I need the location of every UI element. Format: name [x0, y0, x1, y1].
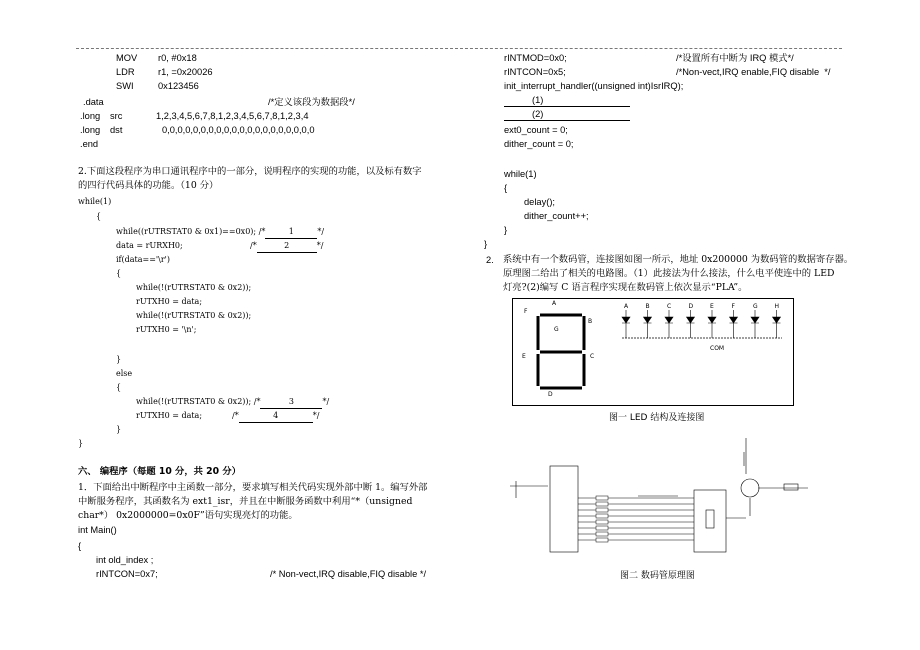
data-directive: .data — [83, 97, 104, 107]
asm-arg-2: r1, =0x20026 — [158, 67, 213, 77]
long-src-kw: .long — [80, 111, 101, 121]
code-line-2: data = rURXH0; — [116, 241, 183, 250]
code-brace-close-2: } — [116, 355, 122, 364]
asm-op-1: MOV — [116, 53, 138, 63]
long-src-vals: 1,2,3,4,5,6,7,8,1,2,3,4,5,6,7,8,1,2,3,4 — [156, 111, 309, 121]
code-else: else — [116, 369, 133, 378]
seg-label-c: C — [590, 353, 595, 360]
led-diode-icon — [773, 317, 781, 323]
code-line-2-comment: /* 2 */ — [250, 240, 323, 253]
code-line-6: while(!(rUTRSTAT0 & 0x2)); — [136, 311, 252, 320]
code-line-3: if(data=='\r') — [116, 255, 170, 264]
long-dst-kw: .long — [80, 125, 101, 135]
q2-line1: 系统中有一个数码管，连接图如图一所示，地址 0x200000 为数码管的数据寄存器。 — [503, 254, 854, 265]
figure-2-schematic — [508, 426, 824, 568]
resistor-icon — [596, 508, 608, 512]
code-line-9: rUTXH0 = data; — [136, 411, 203, 420]
q2-number: 2. — [486, 255, 494, 265]
seg-label-a: A — [552, 300, 557, 307]
data-comment: /*定义该段为数据段*/ — [268, 97, 355, 107]
code-brace-3: { — [116, 383, 122, 392]
seg-label-f: F — [524, 308, 528, 315]
resistor-icon — [596, 514, 608, 518]
led-label-b: B — [645, 303, 650, 310]
code-brace-close: } — [78, 439, 84, 448]
intcon5-line: rINTCON=0x5; — [504, 67, 566, 77]
code-brace-2: { — [116, 269, 122, 278]
intcon5-comment: /*Non-vect,IRQ enable,FIQ disable */ — [676, 67, 831, 77]
blank-2: 2 — [257, 240, 317, 253]
main-brace-open: { — [78, 541, 82, 551]
while-brace-close: } — [504, 225, 508, 235]
long-dst-vals: 0,0,0,0,0,0,0,0,0,0,0,0,0,0,0,0,0,0,0,0 — [162, 125, 315, 135]
long-dst-name: dst — [110, 125, 123, 135]
asm-arg-1: r0, #0x18 — [158, 53, 197, 63]
led-diode-icon — [687, 317, 695, 323]
led-label-f: F — [731, 303, 735, 310]
intcon-line: rINTCON=0x7; — [96, 569, 158, 579]
code-line-8: while(!(rUTRSTAT0 & 0x2)); /* 3 */ — [136, 396, 329, 409]
blank-1: 1 — [265, 226, 317, 239]
led-diode-icon — [751, 317, 759, 323]
resistor-icon — [596, 502, 608, 506]
main-signature: int Main() — [78, 525, 117, 535]
asm-op-2: LDR — [116, 67, 135, 77]
figure-2-caption: 图二 数码管原理图 — [620, 571, 695, 581]
led-label-g: G — [753, 303, 758, 310]
figure-1-led-diagram — [512, 298, 794, 406]
seg-label-e: E — [522, 353, 526, 360]
q1-text-line2: 中断服务程序，其函数名为 ext1_isr，并且在中断服务函数中利用“*（unsigned — [78, 496, 413, 507]
blank-4: 4 — [239, 410, 313, 423]
asm-op-3: SWI — [116, 81, 134, 91]
resistor-icon — [596, 526, 608, 530]
led-array — [622, 303, 781, 338]
q1-text-line3: char*） 0x2000000=0x0F”语句实现亮灯的功能。 — [78, 510, 298, 521]
resistor-icon — [596, 532, 608, 536]
answer-blank-1: (1) — [504, 94, 630, 107]
figure-1-caption: 图一 LED 结构及连接图 — [609, 413, 705, 423]
q2-line3: 灯亮?(2)编写 C 语言程序实现在数码管上依次显示“PLA”。 — [503, 282, 748, 293]
asm-arg-3: 0x123456 — [158, 81, 199, 91]
long-src-name: src — [110, 111, 123, 121]
led-diode-icon — [622, 317, 630, 323]
delay-line: delay(); — [524, 197, 556, 207]
resistor-icon — [596, 538, 608, 542]
end-directive: .end — [80, 139, 99, 149]
init-handler-line: init_interrupt_handler((unsigned int)IsrIRQ); — [504, 81, 684, 91]
while-line: while(1) — [504, 169, 537, 179]
led-diode-icon — [708, 317, 716, 323]
header-rule — [76, 48, 842, 49]
led-label-a: A — [624, 303, 629, 310]
answer-blank-2: (2) — [504, 108, 630, 121]
code-line-5: rUTXH0 = data; — [136, 297, 203, 306]
schematic-bus — [578, 496, 694, 542]
seg-label-b: B — [588, 318, 593, 325]
q2-text-line2: 的四行代码具体的功能。（10 分） — [78, 180, 219, 191]
intmod-line: rINTMOD=0x0; — [504, 53, 567, 63]
while-brace-open: { — [504, 183, 508, 193]
led-label-d: D — [688, 303, 694, 310]
led-label-c: C — [667, 303, 672, 310]
code-while: while(1) — [78, 197, 112, 206]
dither-inc-line: dither_count++; — [524, 211, 589, 221]
blank-3: 3 — [260, 396, 322, 409]
code-line-1: while((rUTRSTAT0 & 0x1)==0x0); /* 1 */ — [116, 226, 324, 239]
code-brace-close-3: } — [116, 425, 122, 434]
resistor-icon — [596, 496, 608, 500]
code-line-9-comment: /* 4 */ — [232, 410, 319, 423]
led-label-h: H — [774, 303, 780, 310]
com-label: COM — [710, 345, 725, 352]
led-diode-icon — [644, 317, 652, 323]
led-diode-icon — [665, 317, 673, 323]
q2-text-line1: 2.下面这段程序为串口通讯程序中的一部分，说明程序的实现的功能，以及标有数字 — [78, 166, 422, 177]
led-label-e: E — [710, 303, 714, 310]
code-brace-open: { — [96, 212, 102, 221]
seg-label-d: D — [548, 391, 553, 398]
resistor-icon — [596, 520, 608, 524]
intmod-comment: /*设置所有中断为 IRQ 模式*/ — [676, 53, 794, 63]
led-diode-icon — [730, 317, 738, 323]
intcon-comment: /* Non-vect,IRQ disable,FIQ disable */ — [270, 569, 427, 579]
q1-text-line1: 1．下面给出中断程序中主函数一部分，要求填写相关代码实现外部中断 1。编写外部 — [78, 482, 428, 493]
dither-line: dither_count = 0; — [504, 139, 574, 149]
q2-line2: 原理图二给出了相关的电路图。（1）此接法为什么接法，什么电平使连中的 LED — [503, 268, 835, 279]
seg-label-g: G — [554, 326, 559, 333]
section-6-title: 六、 编程序（每题 10 分，共 20 分） — [78, 466, 241, 477]
main-brace-close: } — [484, 239, 488, 249]
ext0-line: ext0_count = 0; — [504, 125, 568, 135]
code-line-4: while(!(rUTRSTAT0 & 0x2)); — [136, 283, 252, 292]
code-line-7: rUTXH0 = '\n'; — [136, 325, 197, 334]
old-index-line: int old_index ; — [96, 555, 154, 565]
